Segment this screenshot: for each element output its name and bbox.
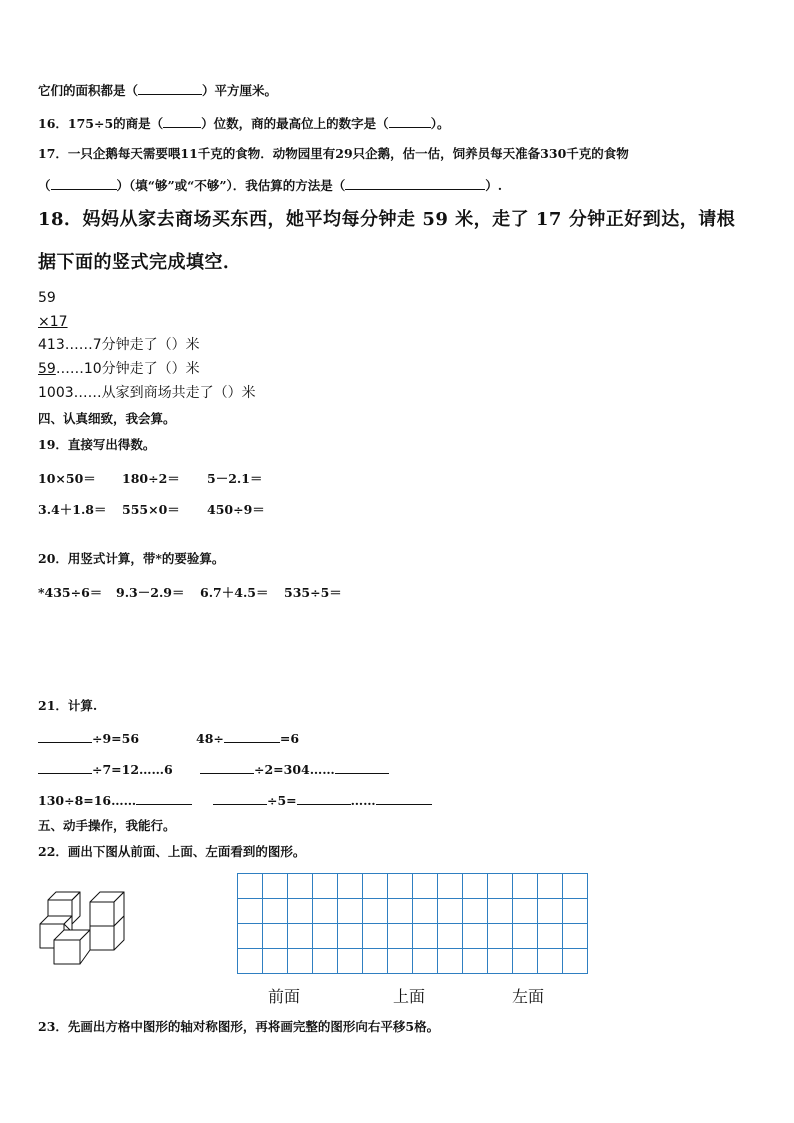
q21-r2b-text: ÷2=304…… xyxy=(254,762,335,777)
q19-r2-c3: 450÷9＝ xyxy=(207,502,265,517)
q18-row2 xyxy=(38,360,200,378)
q23-title: 23．先画出方格中图形的轴对称图形，再将画完整的图形向右平移5格。 xyxy=(38,1019,440,1034)
q21-r3b xyxy=(213,792,432,808)
q19-r1-c2: 180÷2＝ xyxy=(122,471,180,486)
q21-r2b xyxy=(200,761,389,777)
q20-item-4: 535÷5＝ xyxy=(284,585,342,600)
q21-r1a xyxy=(38,730,139,746)
q17-line2-part1: （ xyxy=(38,178,51,193)
q18-multiplicand: 59 xyxy=(38,290,56,306)
section4-title: 四、认真细致，我会算。 xyxy=(38,411,176,426)
q19-r2-c1: 3.4＋1.8＝ xyxy=(38,502,107,517)
caption-front: 前面 xyxy=(268,987,301,1006)
q21-r1a-text: ÷9=56 xyxy=(92,731,140,746)
q16-line xyxy=(38,115,449,132)
q21-r3b-dots: …… xyxy=(350,793,376,808)
q18-line1: 18．妈妈从家去商场买东西，她平均每分钟走 59 米，走了 17 分钟正好到达，请根 xyxy=(38,209,736,230)
caption-top: 上面 xyxy=(393,987,426,1006)
q21-r2a xyxy=(38,761,173,777)
q21-r1b-blank[interactable] xyxy=(224,730,280,743)
q15-blank[interactable] xyxy=(138,82,202,95)
q21-r2b-blank-1[interactable] xyxy=(200,761,254,774)
q18-row1: 413……7分钟走了（）米 xyxy=(38,337,200,353)
q18-row2-num: 59 xyxy=(38,361,56,377)
q17-line1: 17．一只企鹅每天需要喂11千克的食物．动物园里有29只企鹅，估一估，饲养员每天准备330千克的食物 xyxy=(38,146,629,161)
q18-line2: 据下面的竖式完成填空． xyxy=(38,252,242,273)
q16-blank-1[interactable] xyxy=(163,115,201,128)
q15-line xyxy=(38,82,277,99)
q21-r2a-blank[interactable] xyxy=(38,761,92,774)
q19-r1-c3: 5－2.1＝ xyxy=(207,471,263,486)
q21-r3b-blank-1[interactable] xyxy=(213,792,267,805)
q21-r3a-blank[interactable] xyxy=(136,792,192,805)
section5-title: 五、动手操作，我能行。 xyxy=(38,818,176,833)
q21-r3a-text: 130÷8=16…… xyxy=(38,793,137,808)
q18-row2-text: ……10分钟走了（）米 xyxy=(55,361,200,377)
q18-row3: 1003……从家到商场共走了（）米 xyxy=(38,385,256,401)
q21-r1a-blank[interactable] xyxy=(38,730,92,743)
cube-middle xyxy=(54,930,90,964)
q15-text-after: ）平方厘米。 xyxy=(202,83,278,98)
q21-r3a xyxy=(38,792,192,808)
q22-title: 22．画出下图从前面、上面、左面看到的图形。 xyxy=(38,844,306,859)
q18-multiplier: ×17 xyxy=(38,314,68,330)
q21-r1b xyxy=(196,730,299,746)
q19-r1-c1: 10×50＝ xyxy=(38,471,96,486)
q20-item-1: *435÷6＝ xyxy=(38,585,103,600)
q21-r3b-text: ÷5= xyxy=(267,793,297,808)
q21-r3b-blank-3[interactable] xyxy=(376,792,432,805)
q21-title: 21．计算. xyxy=(38,698,98,713)
q17-blank-2[interactable] xyxy=(345,177,485,190)
q20-item-3: 6.7＋4.5＝ xyxy=(200,585,269,600)
q20-title: 20．用竖式计算，带*的要验算。 xyxy=(38,551,225,566)
q17-line2-part2: ）（填“够”或“不够”）．我估算的方法是（ xyxy=(116,178,346,193)
q16-part1: 16．175÷5的商是（ xyxy=(38,116,164,131)
q17-line2-part3: ）. xyxy=(485,178,503,193)
q21-r2b-blank-2[interactable] xyxy=(335,761,389,774)
q19-r2-c2: 555×0＝ xyxy=(122,502,180,517)
q20-item-2: 9.3－2.9＝ xyxy=(116,585,185,600)
q21-r3b-blank-2[interactable] xyxy=(297,792,351,805)
q16-part2: ）位数，商的最高位上的数字是（ xyxy=(201,116,389,131)
q17-blank-1[interactable] xyxy=(51,177,117,190)
caption-left: 左面 xyxy=(512,987,545,1006)
q21-r1b-pre: 48÷ xyxy=(196,731,224,746)
q17-line2 xyxy=(38,177,502,194)
q15-text-before: 它们的面积都是（ xyxy=(38,83,139,98)
drawing-grid[interactable] xyxy=(237,873,588,974)
q16-blank-2[interactable] xyxy=(389,115,431,128)
q21-r2a-text: ÷7=12……6 xyxy=(92,762,173,777)
cube-figure xyxy=(36,888,132,968)
q21-r1b-post: =6 xyxy=(279,731,300,746)
q16-part3: ）。 xyxy=(430,116,450,131)
q19-title: 19．直接写出得数。 xyxy=(38,437,156,452)
